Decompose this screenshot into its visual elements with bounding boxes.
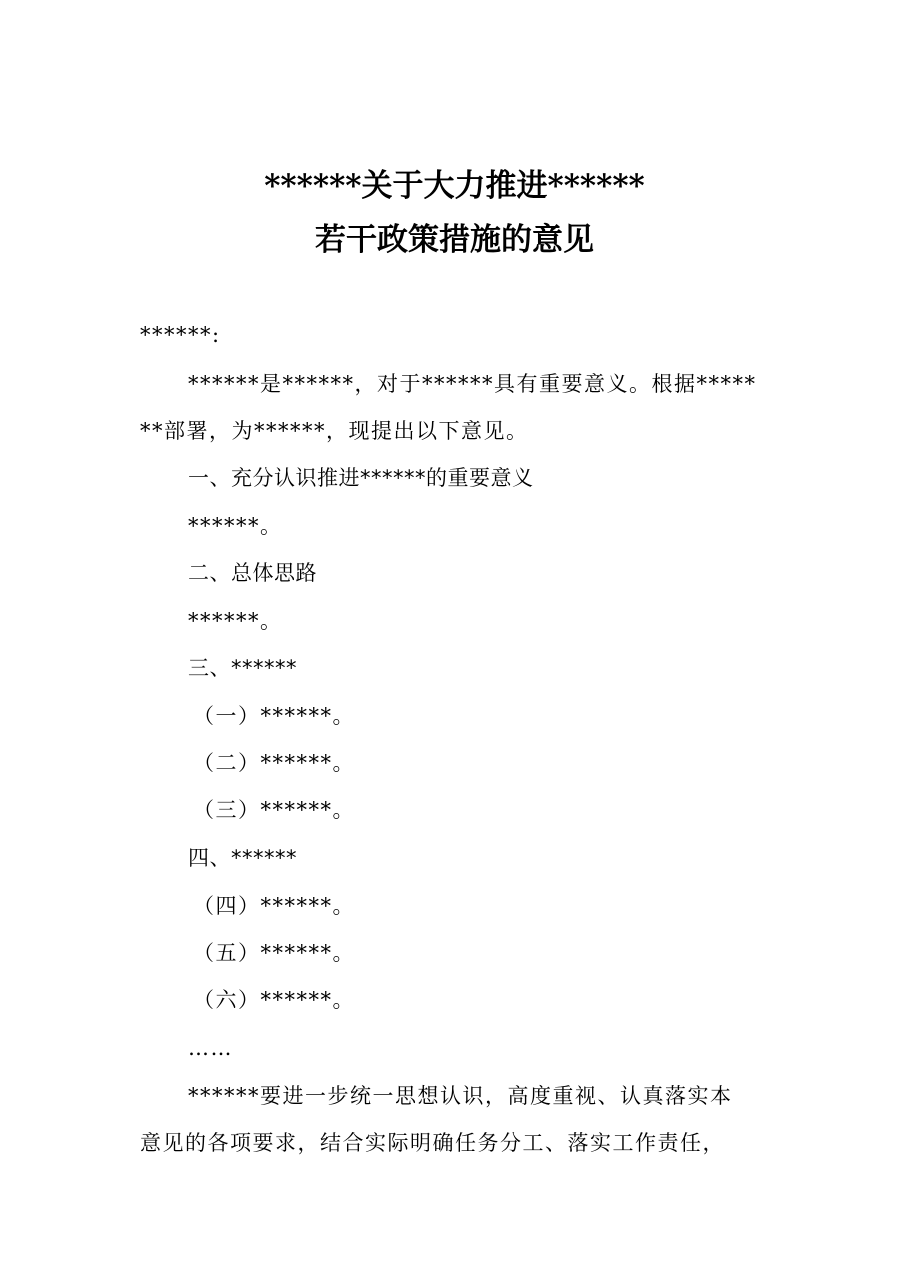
section-3-heading: 三、****** — [188, 656, 297, 680]
sub-item-2: （二）******。 — [193, 751, 355, 775]
intro-paragraph-line-2: **部署，为******，现提出以下意见。 — [140, 419, 529, 443]
sub-item-3: （三）******。 — [193, 798, 355, 822]
section-2-body: ******。 — [188, 609, 283, 633]
section-2-heading: 二、总体思路 — [188, 561, 317, 585]
sub-item-6: （六）******。 — [193, 988, 355, 1012]
document-title-line-1: ******关于大力推进****** — [264, 168, 645, 204]
salutation: ******: — [140, 323, 221, 347]
intro-paragraph-line-1: ******是******，对于******具有重要意义。根据***** — [188, 372, 757, 396]
section-1-heading: 一、充分认识推进******的重要意义 — [188, 466, 534, 490]
document-title-line-2: 若干政策措施的意见 — [315, 222, 594, 258]
section-1-body: ******。 — [188, 514, 283, 538]
section-4-heading: 四、****** — [188, 846, 297, 870]
sub-item-1: （一）******。 — [193, 704, 355, 728]
ellipsis: …… — [188, 1036, 233, 1060]
sub-item-4: （四）******。 — [193, 894, 355, 918]
closing-paragraph-line-2: 意见的各项要求，结合实际明确任务分工、落实工作责任， — [140, 1131, 725, 1155]
closing-paragraph-line-1: ******要进一步统一思想认识，高度重视、认真落实本 — [188, 1084, 733, 1108]
sub-item-5: （五）******。 — [193, 941, 355, 965]
